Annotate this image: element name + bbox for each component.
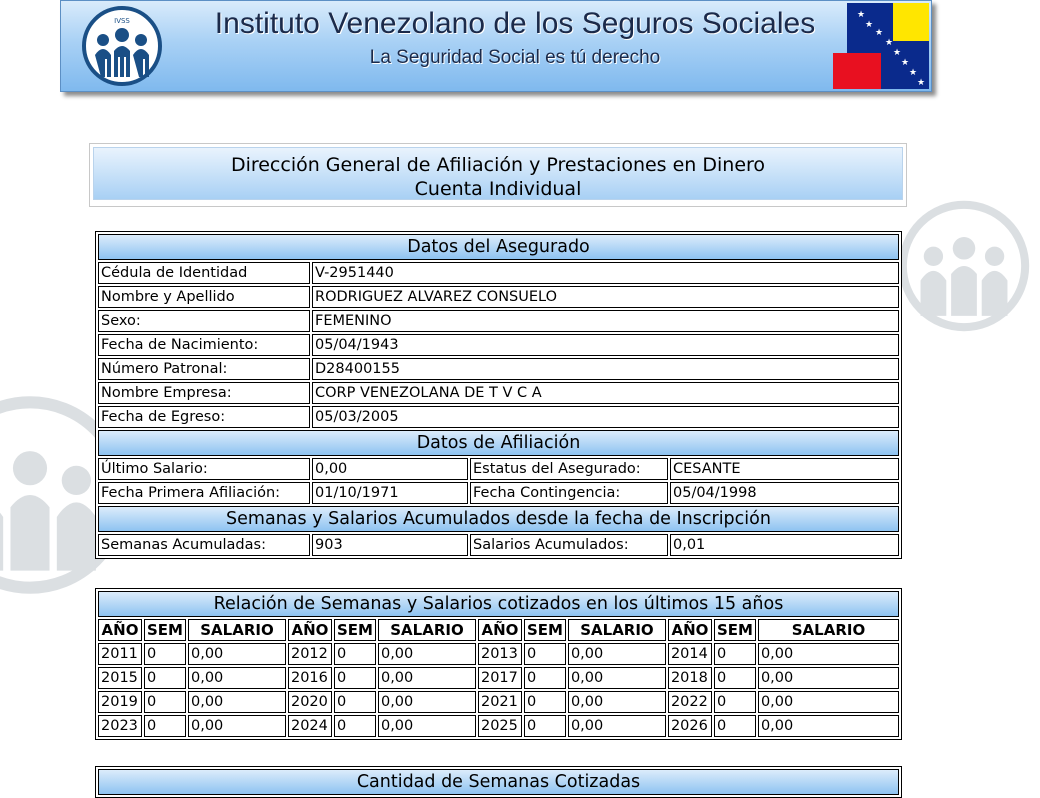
relacion-semanas-table bbox=[95, 588, 902, 740]
table-row bbox=[98, 482, 899, 504]
field-value-nombre: RODRIGUEZ ALVAREZ CONSUELO bbox=[312, 286, 899, 308]
column-header-ano: AÑO bbox=[668, 619, 712, 641]
cell-salario: 0,00 bbox=[568, 691, 666, 713]
table-row bbox=[98, 286, 899, 308]
field-label: Cédula de Identidad bbox=[98, 262, 310, 284]
cell-sem: 0 bbox=[524, 715, 566, 737]
cell-ano: 2021 bbox=[478, 691, 522, 713]
banner-title: Instituto Venezolano de los Seguros Sociales bbox=[214, 7, 816, 40]
section-title-acumulados: Semanas y Salarios Acumulados desde la fecha de Inscripción bbox=[98, 506, 899, 532]
page-title: Dirección General de Afiliación y Prestaciones en Dinero bbox=[230, 154, 766, 176]
cell-ano: 2026 bbox=[668, 715, 712, 737]
ivss-family-logo-icon bbox=[81, 5, 163, 87]
column-header-salario: SALARIO bbox=[378, 619, 476, 641]
table-header-row bbox=[98, 619, 899, 641]
cell-salario: 0,00 bbox=[568, 667, 666, 689]
ivss-watermark-icon bbox=[898, 200, 1030, 332]
field-label: Fecha de Nacimiento: bbox=[98, 334, 310, 356]
venezuela-flag-icon bbox=[833, 1, 931, 91]
table-row bbox=[98, 310, 899, 332]
svg-text:★: ★ bbox=[865, 20, 874, 30]
page-header bbox=[93, 147, 903, 200]
cell-salario: 0,00 bbox=[378, 691, 476, 713]
cell-ano: 2011 bbox=[98, 643, 142, 665]
cell-sem: 0 bbox=[524, 691, 566, 713]
column-header-ano: AÑO bbox=[478, 619, 522, 641]
cell-salario: 0,00 bbox=[188, 715, 286, 737]
cell-salario: 0,00 bbox=[758, 691, 899, 713]
table-row bbox=[98, 534, 899, 556]
cell-salario: 0,00 bbox=[568, 715, 666, 737]
svg-text:★: ★ bbox=[893, 48, 902, 58]
field-label: Nombre Empresa: bbox=[98, 382, 310, 404]
field-value-primera-afiliacion: 01/10/1971 bbox=[312, 482, 468, 504]
page-header-box bbox=[89, 143, 907, 207]
table-row bbox=[98, 262, 899, 284]
cell-sem: 0 bbox=[144, 691, 186, 713]
column-header-salario: SALARIO bbox=[758, 619, 899, 641]
field-value-nacimiento: 05/04/1943 bbox=[312, 334, 899, 356]
field-label: Último Salario: bbox=[98, 458, 310, 480]
cell-sem: 0 bbox=[144, 643, 186, 665]
svg-text:★: ★ bbox=[909, 68, 918, 78]
table-row bbox=[98, 691, 899, 713]
column-header-sem: SEM bbox=[714, 619, 756, 641]
cell-ano: 2018 bbox=[668, 667, 712, 689]
column-header-ano: AÑO bbox=[288, 619, 332, 641]
field-value-ultimo-salario: 0,00 bbox=[312, 458, 468, 480]
cell-salario: 0,00 bbox=[188, 643, 286, 665]
cell-sem: 0 bbox=[524, 643, 566, 665]
ivss-banner bbox=[60, 0, 932, 92]
datos-asegurado-table bbox=[95, 231, 902, 559]
cell-sem: 0 bbox=[334, 715, 376, 737]
table-row bbox=[98, 358, 899, 380]
cell-ano: 2013 bbox=[478, 643, 522, 665]
column-header-sem: SEM bbox=[144, 619, 186, 641]
field-value-sexo: FEMENINO bbox=[312, 310, 899, 332]
cell-ano: 2019 bbox=[98, 691, 142, 713]
cell-sem: 0 bbox=[714, 643, 756, 665]
svg-text:★: ★ bbox=[901, 58, 910, 68]
table-row bbox=[98, 406, 899, 428]
section-title-cantidad: Cantidad de Semanas Cotizadas bbox=[98, 769, 899, 795]
field-value-estatus: CESANTE bbox=[670, 458, 899, 480]
cell-salario: 0,00 bbox=[568, 643, 666, 665]
cell-ano: 2025 bbox=[478, 715, 522, 737]
column-header-salario: SALARIO bbox=[568, 619, 666, 641]
field-label: Salarios Acumulados: bbox=[470, 534, 668, 556]
field-value-semanas-acumuladas: 903 bbox=[312, 534, 468, 556]
cell-ano: 2017 bbox=[478, 667, 522, 689]
cell-salario: 0,00 bbox=[188, 691, 286, 713]
cell-sem: 0 bbox=[714, 715, 756, 737]
banner-subtitle: La Seguridad Social es tú derecho bbox=[369, 47, 661, 68]
cell-ano: 2023 bbox=[98, 715, 142, 737]
field-value-egreso: 05/03/2005 bbox=[312, 406, 899, 428]
cell-ano: 2012 bbox=[288, 643, 332, 665]
cell-ano: 2022 bbox=[668, 691, 712, 713]
cell-salario: 0,00 bbox=[378, 715, 476, 737]
column-header-sem: SEM bbox=[524, 619, 566, 641]
svg-text:★: ★ bbox=[857, 10, 866, 20]
cell-salario: 0,00 bbox=[378, 667, 476, 689]
table-row bbox=[98, 643, 899, 665]
section-title-asegurado: Datos del Asegurado bbox=[98, 234, 899, 260]
column-header-ano: AÑO bbox=[98, 619, 142, 641]
svg-text:★: ★ bbox=[917, 78, 926, 88]
table-row bbox=[98, 667, 899, 689]
page-subtitle: Cuenta Individual bbox=[414, 178, 582, 200]
field-label: Nombre y Apellido bbox=[98, 286, 310, 308]
cell-salario: 0,00 bbox=[378, 643, 476, 665]
cell-sem: 0 bbox=[334, 667, 376, 689]
cell-sem: 0 bbox=[714, 691, 756, 713]
cell-salario: 0,00 bbox=[188, 667, 286, 689]
cell-ano: 2015 bbox=[98, 667, 142, 689]
column-header-sem: SEM bbox=[334, 619, 376, 641]
cell-salario: 0,00 bbox=[758, 643, 899, 665]
field-label: Fecha Primera Afiliación: bbox=[98, 482, 310, 504]
cantidad-semanas-table bbox=[95, 766, 902, 798]
cell-ano: 2024 bbox=[288, 715, 332, 737]
cell-sem: 0 bbox=[524, 667, 566, 689]
cell-sem: 0 bbox=[144, 667, 186, 689]
table-row bbox=[98, 382, 899, 404]
field-label: Número Patronal: bbox=[98, 358, 310, 380]
svg-text:★: ★ bbox=[875, 28, 884, 38]
field-label: Estatus del Asegurado: bbox=[470, 458, 668, 480]
table-row bbox=[98, 715, 899, 737]
cell-sem: 0 bbox=[334, 643, 376, 665]
field-label: Sexo: bbox=[98, 310, 310, 332]
cell-ano: 2020 bbox=[288, 691, 332, 713]
cell-ano: 2014 bbox=[668, 643, 712, 665]
field-value-patronal: D28400155 bbox=[312, 358, 899, 380]
cell-sem: 0 bbox=[714, 667, 756, 689]
svg-text:IVSS: IVSS bbox=[114, 17, 130, 25]
field-value-contingencia: 05/04/1998 bbox=[670, 482, 899, 504]
table-row bbox=[98, 334, 899, 356]
field-value-cedula: V-2951440 bbox=[312, 262, 899, 284]
field-label: Fecha de Egreso: bbox=[98, 406, 310, 428]
table-row bbox=[98, 458, 899, 480]
cell-salario: 0,00 bbox=[758, 667, 899, 689]
field-value-empresa: CORP VENEZOLANA DE T V C A bbox=[312, 382, 899, 404]
section-title-relacion: Relación de Semanas y Salarios cotizados en los últimos 15 años bbox=[98, 591, 899, 617]
field-value-salarios-acumulados: 0,01 bbox=[670, 534, 899, 556]
field-label: Fecha Contingencia: bbox=[470, 482, 668, 504]
section-title-afiliacion: Datos de Afiliación bbox=[98, 430, 899, 456]
cell-ano: 2016 bbox=[288, 667, 332, 689]
svg-text:★: ★ bbox=[885, 38, 894, 48]
column-header-salario: SALARIO bbox=[188, 619, 286, 641]
cell-sem: 0 bbox=[334, 691, 376, 713]
cell-sem: 0 bbox=[144, 715, 186, 737]
field-label: Semanas Acumuladas: bbox=[98, 534, 310, 556]
cell-salario: 0,00 bbox=[758, 715, 899, 737]
